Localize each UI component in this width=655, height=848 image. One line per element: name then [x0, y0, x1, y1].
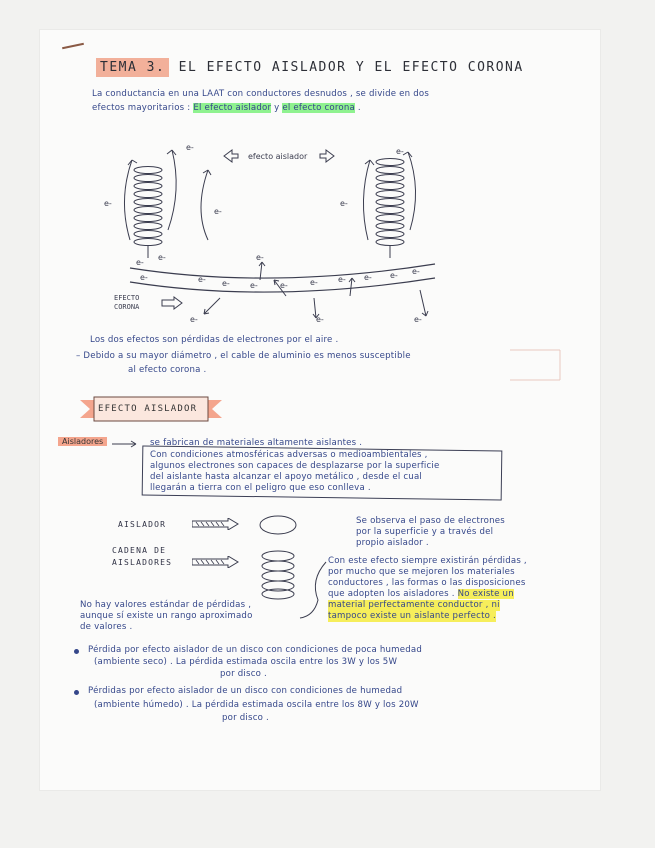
- highlight-no-existe: No existe un: [457, 589, 514, 599]
- box-line-4: llegarán a tierra con el peligro que eso conlleva .: [150, 483, 371, 493]
- single-insulator-icon: [258, 514, 300, 536]
- effect-note-3: conductores , las formas o las disposiciones: [328, 578, 526, 588]
- highlight-efecto-aislador: El efecto aislador: [193, 103, 272, 113]
- svg-text:e-: e-: [250, 281, 258, 290]
- bullet-1-line-1: Pérdida por efecto aislador de un disco con condiciones de poca humedad: [88, 645, 422, 655]
- intro-text-start: efectos mayoritarios :: [92, 103, 191, 113]
- note-line-3: al efecto corona .: [128, 365, 207, 375]
- highlight-material: material perfectamente conductor , ni: [328, 600, 500, 610]
- svg-text:e-: e-: [140, 273, 148, 282]
- corona-arrow-icon: [162, 297, 182, 309]
- svg-text:e-: e-: [104, 199, 112, 208]
- bullet-1-line-2: (ambiente seco) . La pérdida estimada oscila entre los 3W y los 5W: [94, 657, 398, 667]
- svg-text:e-: e-: [186, 143, 194, 152]
- svg-text:e-: e-: [214, 207, 222, 216]
- left-note-3: de valores .: [80, 622, 133, 632]
- cadena-label-2: AISLADORES: [112, 558, 173, 567]
- left-note-1: No hay valores estándar de pérdidas ,: [80, 600, 252, 610]
- box-line-3: del aislante hasta alcanzar el apoyo metálico , desde el cual: [150, 472, 423, 482]
- title-text: EL EFECTO AISLADOR Y EL EFECTO CORONA: [178, 60, 524, 75]
- aisladores-description: se fabrican de materiales altamente aislantes .: [150, 438, 363, 448]
- bullet-dot-1: [74, 649, 79, 654]
- svg-text:e-: e-: [414, 315, 422, 324]
- aislador-arrow-icon: [192, 518, 240, 530]
- svg-text:e-: e-: [390, 271, 398, 280]
- svg-text:e-: e-: [340, 199, 348, 208]
- left-coil-icon: [134, 167, 162, 259]
- aisladores-tag: Aisladores: [58, 437, 107, 446]
- effect-note-4: [328, 589, 514, 600]
- intro-line-1: La conductancia en una LAAT con conductores desnudos , se divide en dos: [92, 89, 430, 99]
- svg-text:e-: e-: [364, 273, 372, 282]
- right-note-3: propio aislador .: [356, 538, 429, 548]
- effect-note-4-text: que adopten los aisladores .: [328, 589, 455, 599]
- box-line-1: Con condiciones atmosféricas adversas o medioambientales ,: [150, 450, 428, 460]
- bullet-2-line-1: Pérdidas por efecto aislador de un disco con condiciones de humedad: [88, 686, 403, 696]
- efecto-label: EFECTO: [114, 294, 140, 302]
- svg-text:e-: e-: [198, 275, 206, 284]
- bullet-dot-2: [74, 690, 79, 695]
- left-note-2: aunque sí existe un rango aproximado: [80, 611, 253, 621]
- effect-note-2: por mucho que se mejoren los materiales: [328, 567, 515, 577]
- show-through-sketch: [500, 330, 590, 400]
- intro-text-mid: y: [274, 103, 280, 113]
- svg-text:e-: e-: [222, 279, 230, 288]
- cadena-arrow-icon: [192, 556, 240, 568]
- right-coil-icon: [376, 159, 404, 259]
- svg-text:e-: e-: [412, 267, 420, 276]
- svg-text:e-: e-: [316, 315, 324, 324]
- tema-label: TEMA 3.: [96, 58, 169, 77]
- note-line-1: Los dos efectos son pérdidas de electrones por el aire .: [90, 335, 339, 345]
- highlight-aislante: tampoco existe un aislante perfecto .: [328, 611, 496, 621]
- insulator-chain-icon: [254, 548, 302, 600]
- svg-text:e-: e-: [310, 278, 318, 287]
- right-note-2: por la superficie y a través del: [356, 527, 494, 537]
- bullet-1-line-3: por disco .: [220, 669, 267, 679]
- page-title: [96, 60, 524, 75]
- right-note-1: Se observa el paso de electrones: [356, 516, 505, 526]
- tag-arrow-icon: [112, 438, 142, 450]
- bullet-2-line-2: (ambiente húmedo) . La pérdida estimada oscila entre los 8W y los 20W: [94, 700, 419, 710]
- cadena-label-1: CADENA DE: [112, 546, 167, 555]
- effect-note-1: Con este efecto siempre existirán pérdidas ,: [328, 556, 527, 566]
- svg-text:e-: e-: [190, 315, 198, 324]
- corona-diagram: [90, 130, 450, 330]
- svg-text:e-: e-: [136, 258, 144, 267]
- aislador-label: AISLADOR: [118, 520, 167, 529]
- section-title: EFECTO AISLADOR: [98, 404, 198, 414]
- note-line-2: – Debido a su mayor diámetro , el cable de aluminio es menos susceptible: [76, 351, 411, 361]
- intro-text-end: .: [357, 103, 361, 113]
- svg-text:e-: e-: [338, 275, 346, 284]
- connector-line: [296, 560, 330, 620]
- highlight-efecto-corona: el efecto corona: [282, 103, 355, 113]
- svg-text:e-: e-: [158, 253, 166, 262]
- svg-text:e-: e-: [256, 253, 264, 262]
- bullet-2-line-3: por disco .: [222, 713, 269, 723]
- corona-label: CORONA: [114, 303, 140, 311]
- svg-text:e-: e-: [280, 281, 288, 290]
- svg-text:e-: e-: [396, 147, 404, 156]
- box-line-2: algunos electrones son capaces de desplazarse por la superficie: [150, 461, 440, 471]
- intro-line-2: [92, 102, 361, 114]
- efecto-aislador-arrow-label: efecto aislador: [248, 152, 308, 161]
